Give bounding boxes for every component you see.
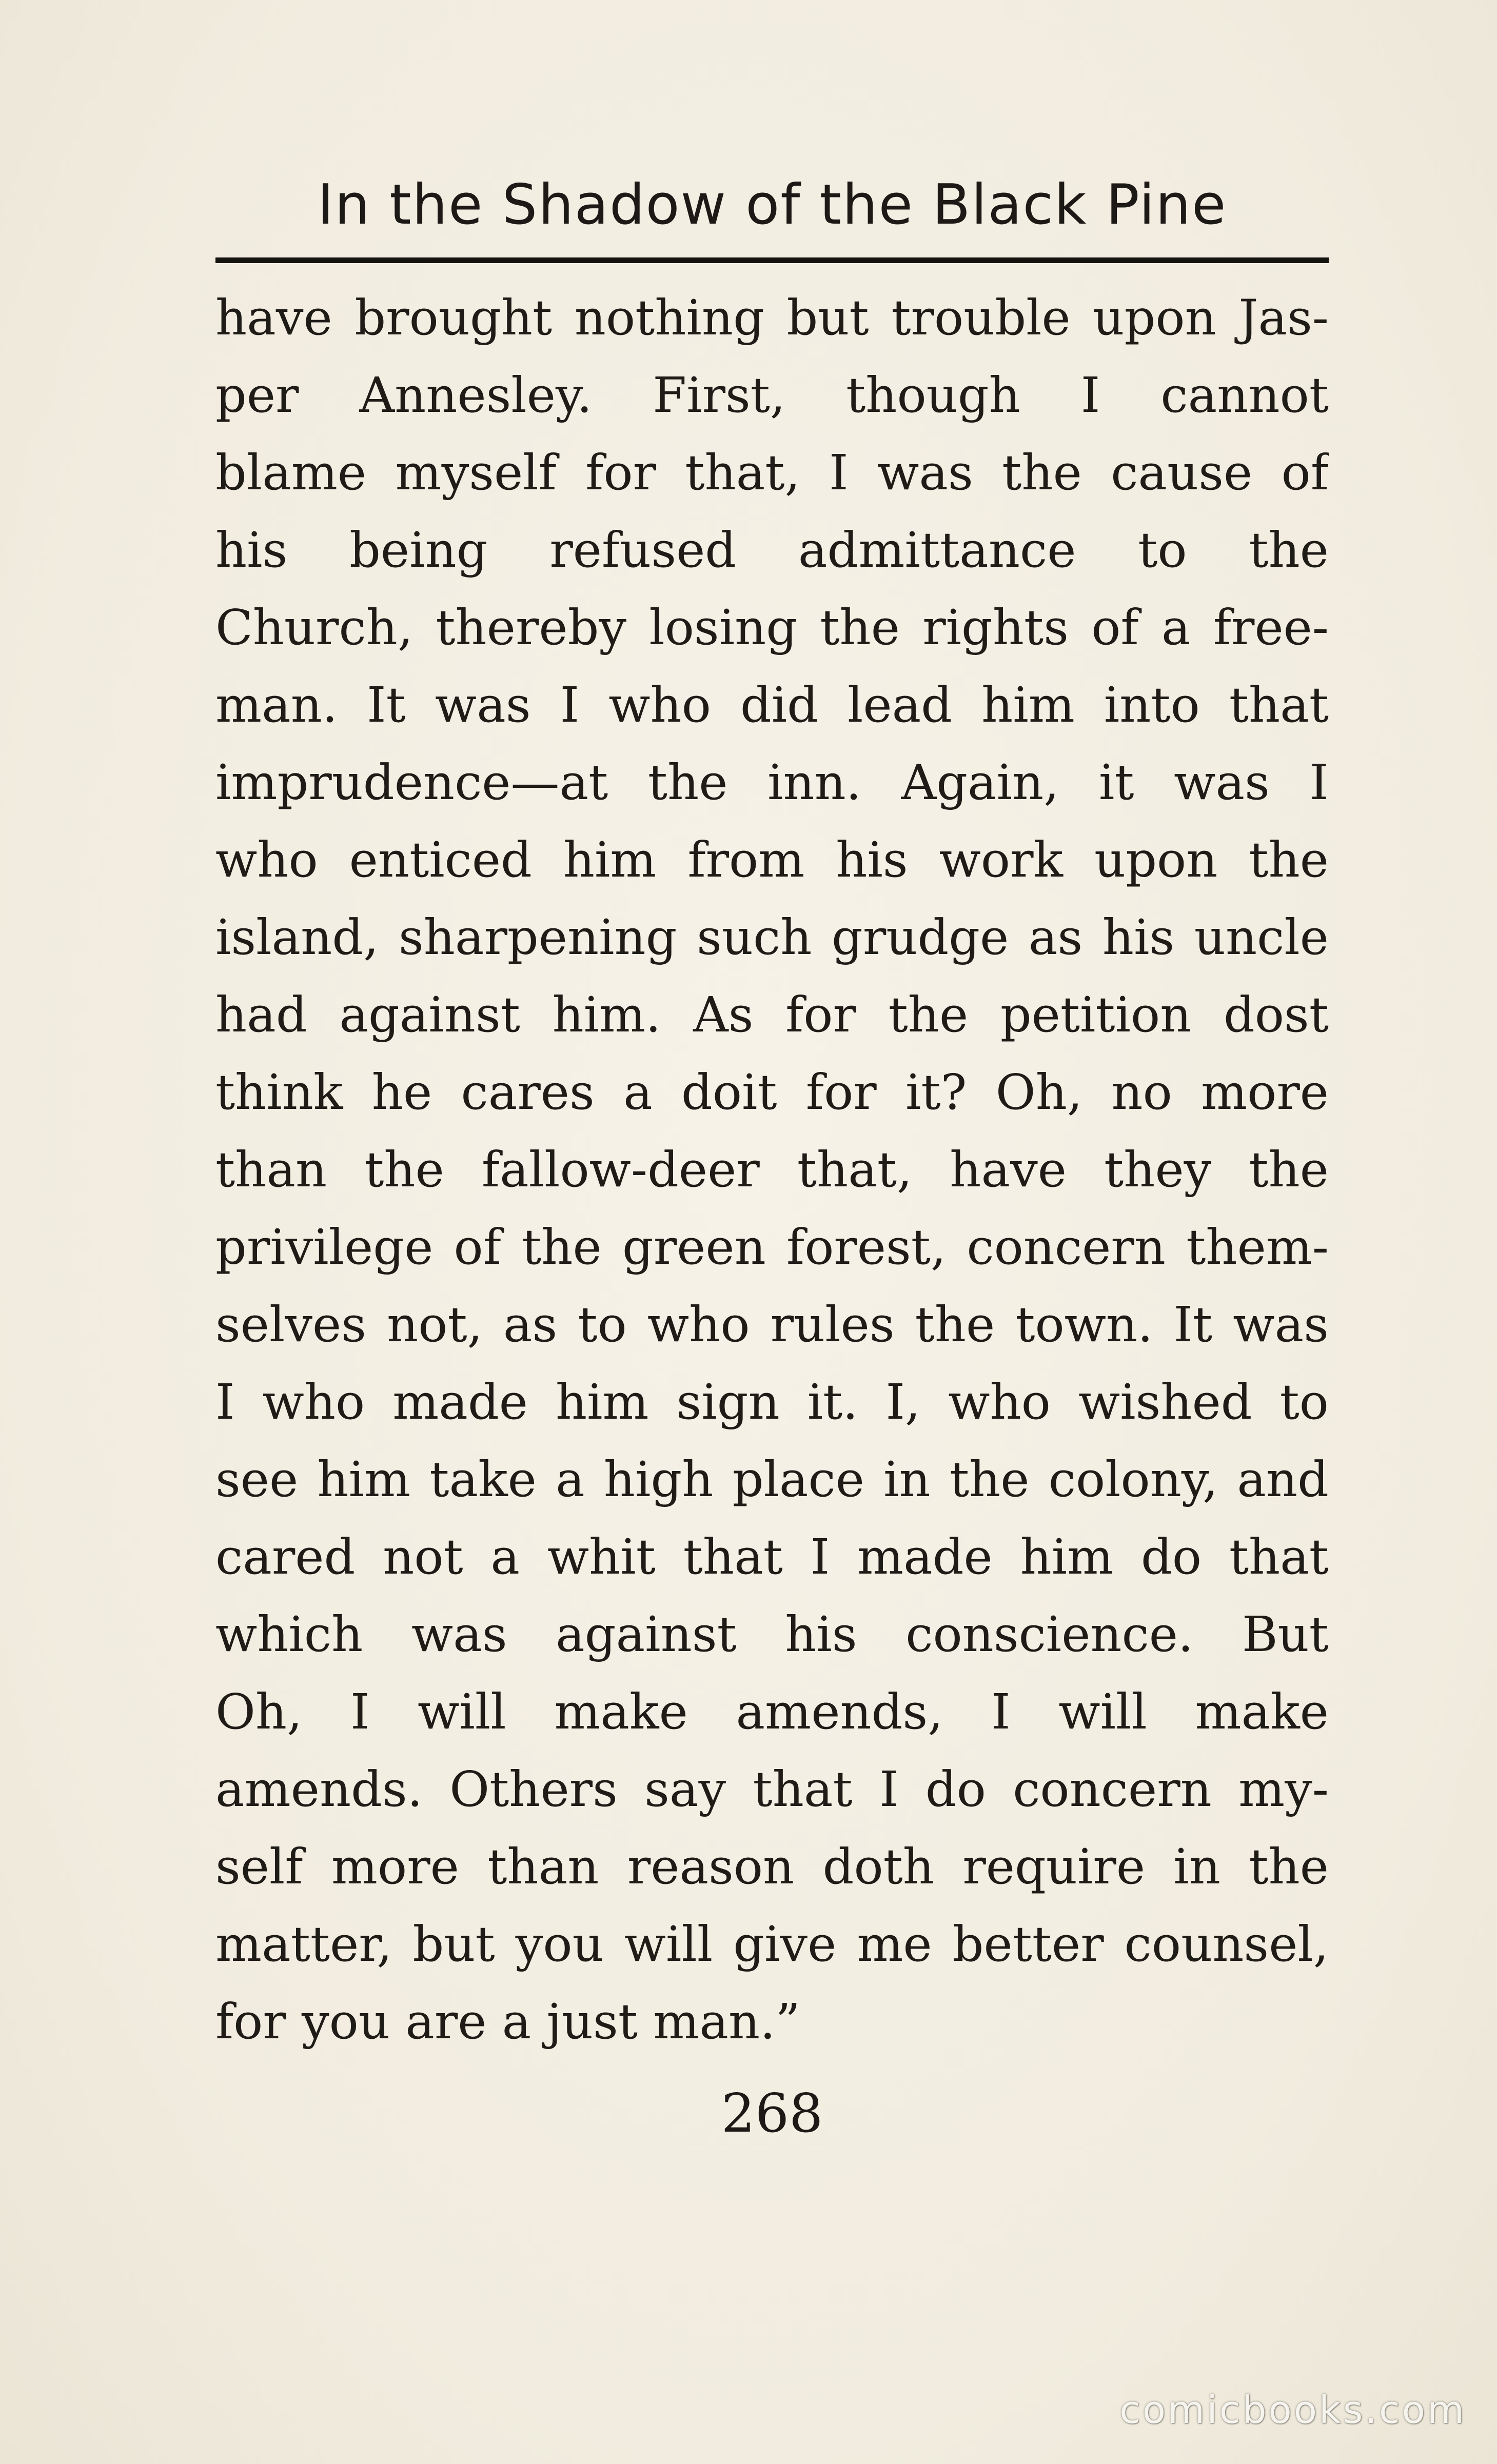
text-line: I who made him sign it. I, who wished to <box>215 1374 1329 1430</box>
text-line: per Annesley. First, though I cannot <box>215 367 1329 424</box>
text-line: imprudence—at the inn. Again, it was I <box>215 754 1329 811</box>
text-line: see him take a high place in the colony, and <box>215 1452 1329 1508</box>
text-line: cared not a whit that I made him do that <box>215 1529 1329 1585</box>
text-line: matter, but you will give me better counsel, <box>215 1916 1329 1973</box>
text-line: who enticed him from his work upon the <box>215 832 1329 888</box>
text-line: Church, thereby losing the rights of a free- <box>215 600 1329 656</box>
body-text <box>215 280 1329 2061</box>
text-line: his being refused admittance to the <box>215 522 1329 579</box>
text-line: blame myself for that, I was the cause of <box>215 445 1329 501</box>
text-line: man. It was I who did lead him into that <box>215 677 1329 733</box>
watermark: comicbooks.com <box>1119 2388 1466 2432</box>
text-line: self more than reason doth require in the <box>215 1839 1329 1895</box>
text-line: had against him. As for the petition dost <box>215 987 1329 1043</box>
text-line: privilege of the green forest, concern them- <box>215 1219 1329 1276</box>
text-line: than the fallow-deer that, have they the <box>215 1142 1329 1198</box>
text-line: amends. Others say that I do concern my- <box>215 1761 1329 1818</box>
page-number: 268 <box>721 2082 823 2144</box>
text-line: which was against his conscience. But <box>215 1606 1329 1663</box>
header-rule <box>215 257 1329 263</box>
text-line: Oh, I will make amends, I will make <box>215 1684 1329 1740</box>
text-line: have brought nothing but trouble upon Jas- <box>215 290 1329 346</box>
text-line: think he cares a doit for it? Oh, no more <box>215 1064 1329 1121</box>
running-head: In the Shadow of the Black Pine <box>317 173 1227 237</box>
text-line: island, sharpening such grudge as his uncle <box>215 909 1329 966</box>
text-line-last: for you are a just man.” <box>215 1994 800 2050</box>
text-line: selves not, as to who rules the town. It was <box>215 1297 1329 1353</box>
